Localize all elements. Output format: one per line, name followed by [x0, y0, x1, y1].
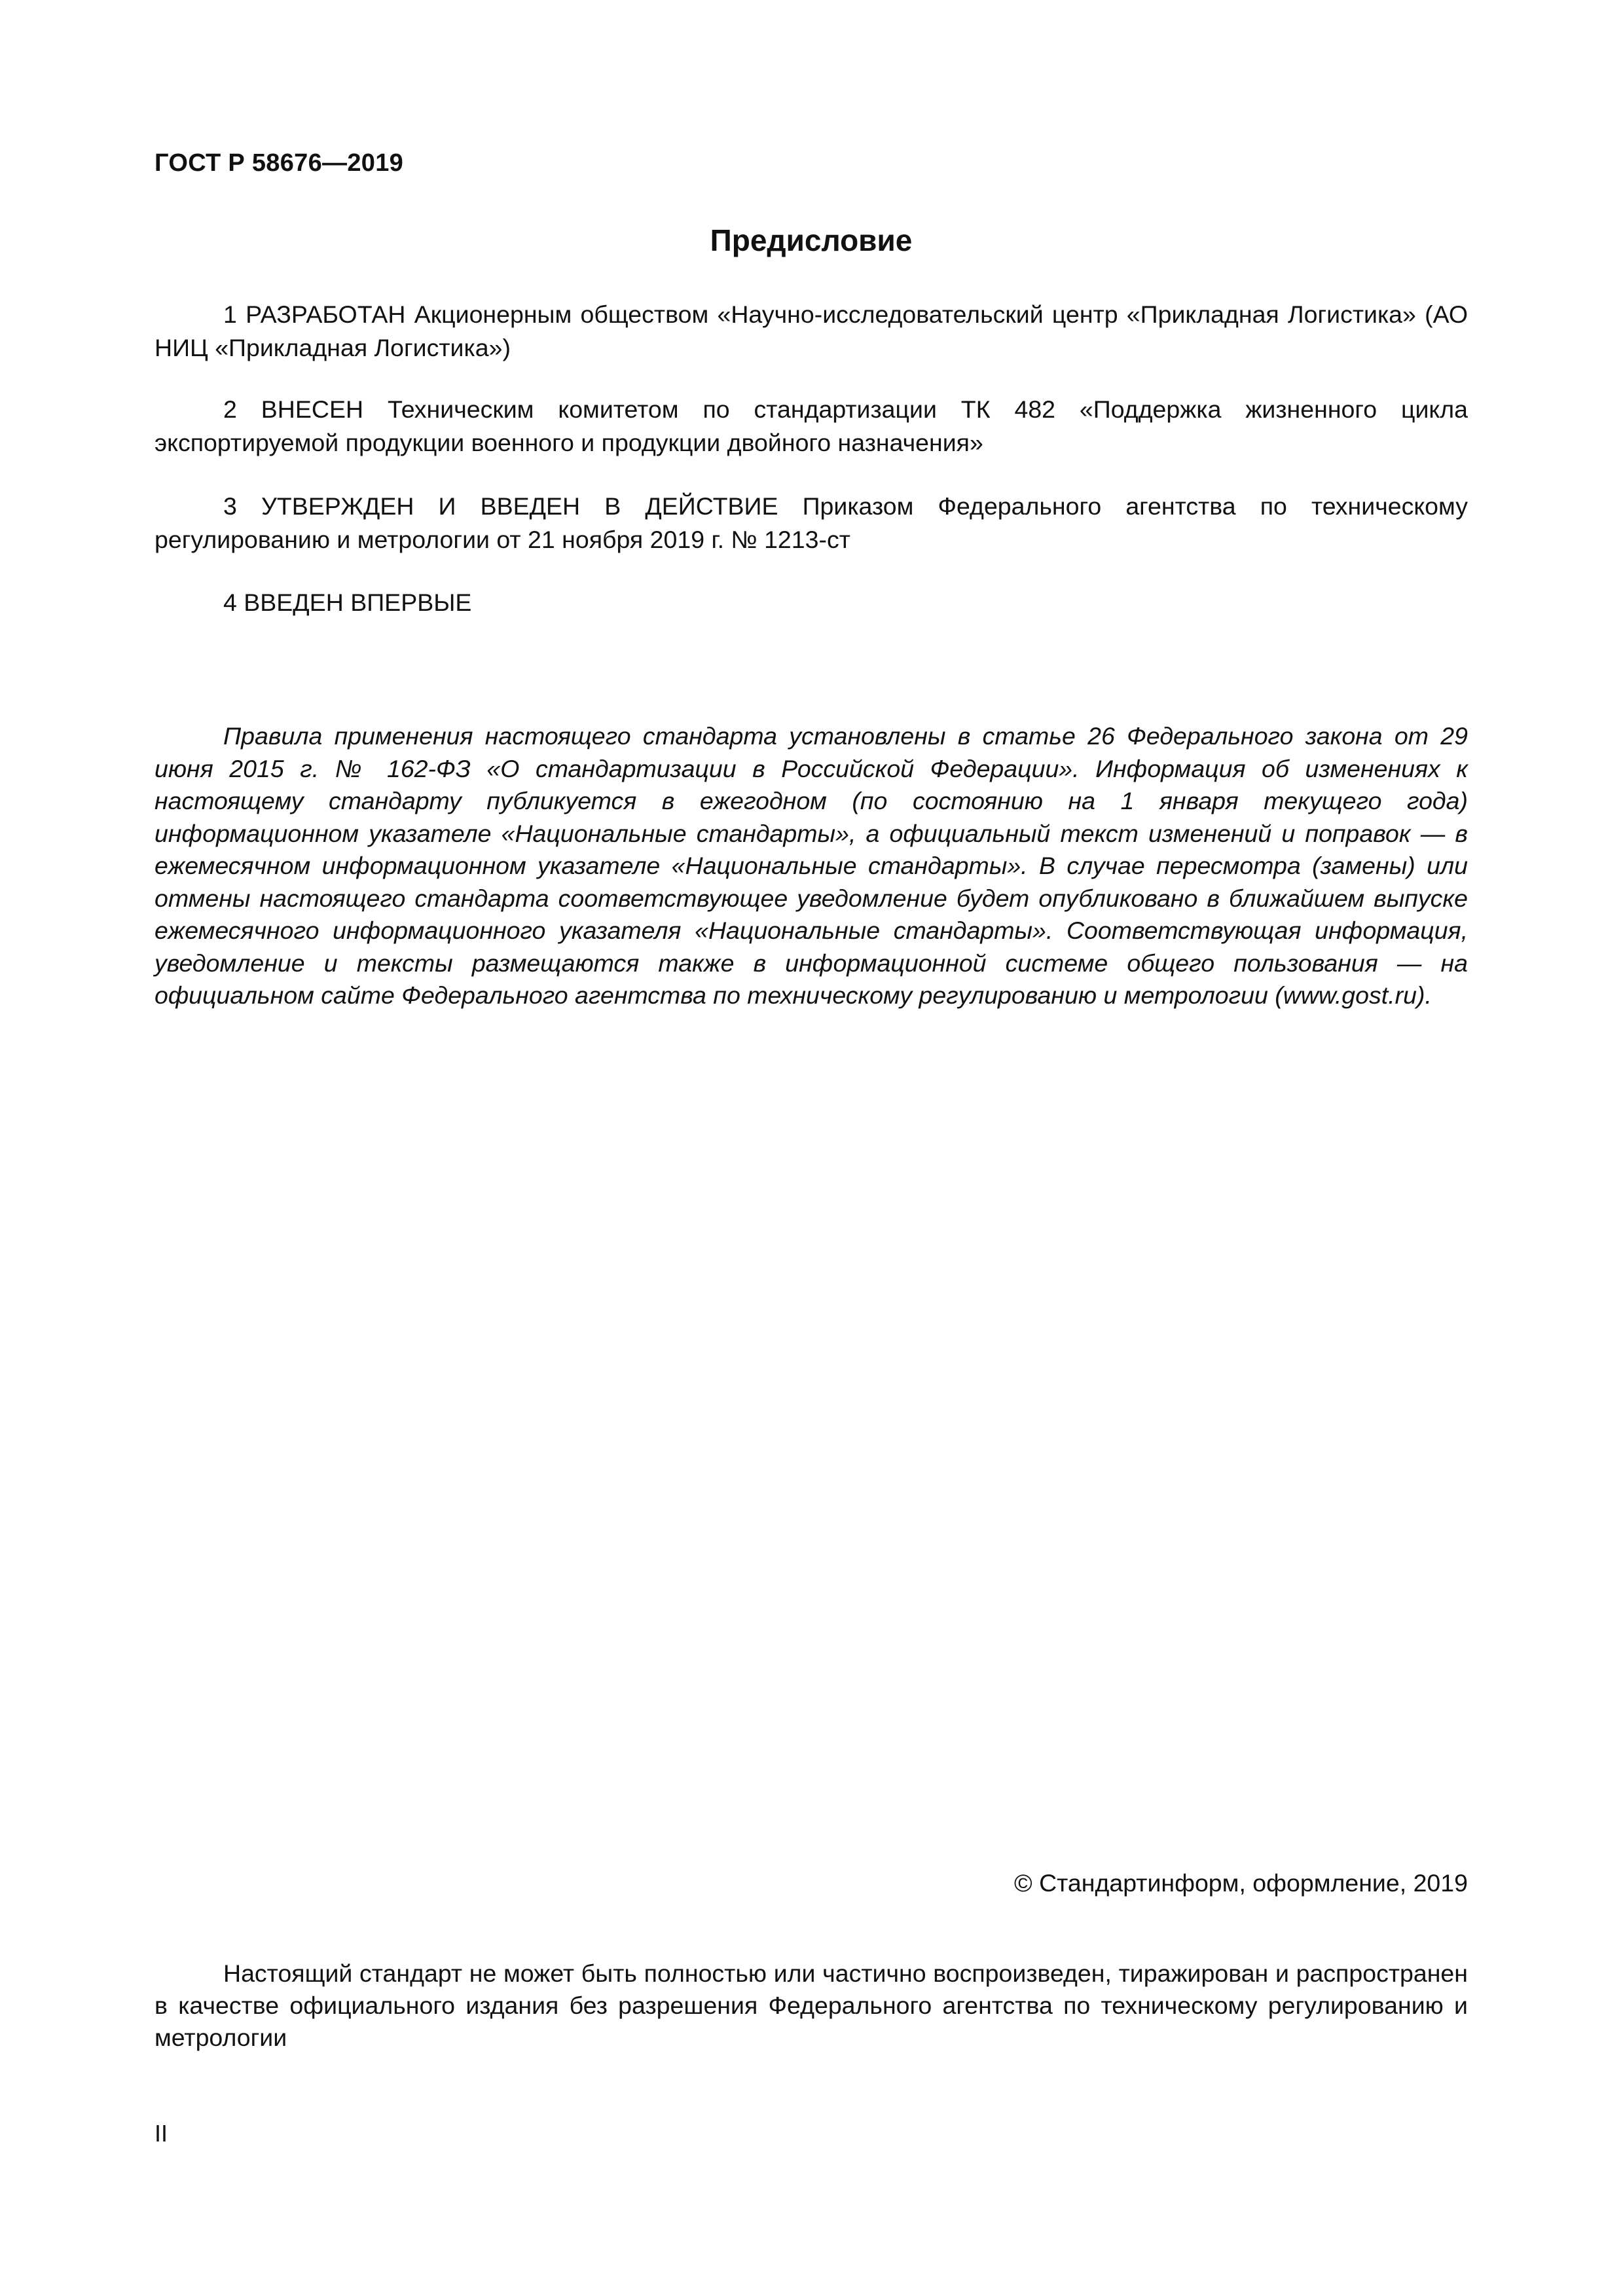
page-title: Предисловие	[710, 223, 913, 257]
foreword-item-text: 3 УТВЕРЖДЕН И ВВЕДЕН В ДЕЙСТВИЕ Приказом Федерального агентства по техническому регулированию и метрологии от 21 ноября 2019 г. № 1213-ст	[155, 492, 1468, 553]
reproduction-notice-text: Настоящий стандарт не может быть полностью или частично воспроизведен, тиражирован и распространен в качестве официального издания без разрешения Федерального агентства по техническому регулированию и метрологии	[155, 1959, 1468, 2051]
foreword-item-approved	[155, 490, 1468, 556]
foreword-item-text: 2 ВНЕСЕН Техническим комитетом по стандартизации ТК 482 «Поддержка жизненного цикла экспортируемой продукции военного и продукции двойного назначения»	[155, 395, 1468, 456]
foreword-item-developed	[155, 298, 1468, 365]
reproduction-notice	[155, 1958, 1468, 2054]
foreword-item-text: 4 ВВЕДЕН ВПЕРВЫЕ	[223, 589, 472, 616]
standard-designation: ГОСТ Р 58676—2019	[155, 149, 404, 177]
copyright-notice: © Стандартинформ, оформление, 2019	[1014, 1869, 1468, 1897]
foreword-item-text: 1 РАЗРАБОТАН Акционерным обществом «Научно-исследовательский центр «Прикладная Логистика» (АО НИЦ «Прикладная Логистика»)	[155, 301, 1468, 361]
foreword-item-first-introduced	[155, 586, 1468, 619]
rules-notice-text: Правила применения настоящего стандарта установлены в статье 26 Федерального закона от 29 июня 2015 г. № 162-ФЗ «О стандартизации в Российской Федерации». Информация об изменениях к настоящему стандарту публикуется в ежегодном (по состоянию на 1 января текущего года) информационном указателе «Национальные стандарты», а официальный текст изменений и поправок — в ежемесячном информационном указателе «Национальные стандарты». В случае пересмотра (замены) или отмены настоящего стандарта соответствующее уведомление будет опубликовано в ближайшем выпуске ежемесячного информационного указателя «Национальные стандарты». Соответствующая информация, уведомление и тексты размещаются также в информационной системе общего пользования — на официальном сайте Федерального агентства по техническому регулированию и метрологии (www.gost.ru).	[155, 722, 1468, 1009]
foreword-item-introduced	[155, 393, 1468, 460]
page-number: II	[155, 2120, 168, 2147]
application-rules-notice	[155, 720, 1468, 1012]
